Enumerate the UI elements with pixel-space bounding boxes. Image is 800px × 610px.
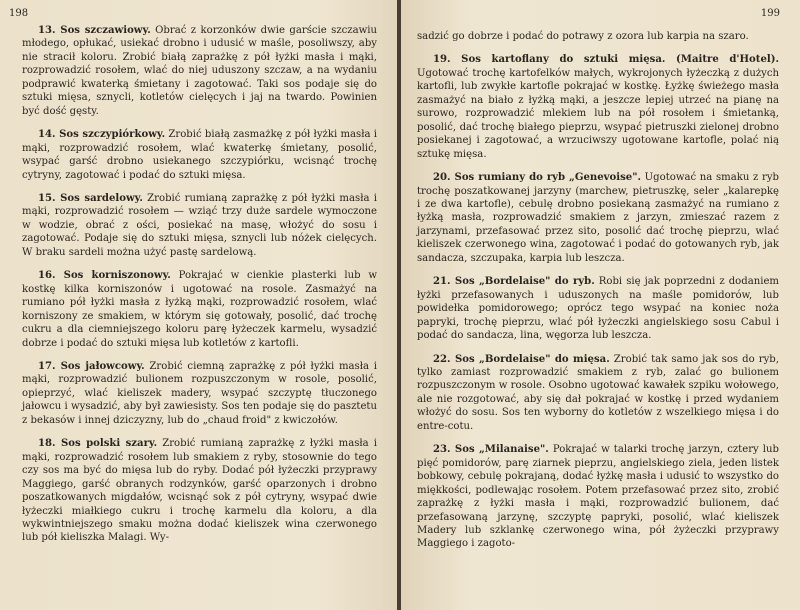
recipe-title: 15. Sos sardelowy. — [38, 192, 143, 204]
recipe-17 — [22, 360, 377, 427]
recipe-title: 22. Sos „Bordelaise" do mięsa. — [433, 353, 610, 365]
recipe-23 — [417, 443, 779, 551]
recipe-title: 18. Sos polski szary. — [38, 438, 158, 450]
recipe-body: Zrobić rumianą zaprażkę z łyżki masła i mąki, rozprowadzić rosołem lub smakiem z ryby, stosownie do tego czy sos ma być do mięsa lub do ryby. Dodać pół łyżeczki przyprawy Maggiego, garść obranych rodzynków, garść oparzonych i drobno poszatkowanych migdałów, wcisnąć sok z pół cytryny, wsypać dwie łyżeczki miałkiego cukru i trochę karmelu dla koloru, a dla wykwintniejszego smaku można dodać kieliszek wina czerwonego lub pół kieliszka Malagi. Wy- — [22, 438, 378, 544]
recipe-title: 13. Sos szczawiowy. — [38, 25, 151, 36]
recipe-13 — [22, 24, 377, 118]
recipe-title: 21. Sos „Bordelaise" do ryb. — [433, 276, 595, 288]
recipe-22 — [417, 353, 779, 434]
recipe-continuation: sadzić go dobrze i podać do potrawy z ozora lub karpia na szaro. — [417, 31, 749, 42]
recipe-title: 23. Sos „Milanaise". — [433, 444, 549, 456]
recipe-19 — [417, 53, 779, 161]
recipe-body: Robi się jak poprzedni z dodaniem łyżki przefasowanych i uduszonych na maśle pomidorów, lub powidełka pomidorowego; oprócz tego wsypać na koniec noża papryki, trochę pieprzu, wlać pół łyżeczki angielskiego sosu Cabul i podać do sandacza, lina, węgorza lub leszcza. — [417, 276, 779, 342]
page-number: 198 — [9, 8, 29, 19]
recipe-20 — [417, 171, 779, 265]
page-number: 199 — [760, 8, 780, 19]
left-page — [0, 0, 397, 610]
recipe-body: Pokrajać w cienkie plasterki lub w kostkę kilka korniszonów i ugotować na rosole. Zasmażyć na rumiano pół łyżki masła z łyżką mąki, rozprowadzić rosołem, wlać korniszony ze smakiem, w którym się gotowały, posolić, dać trochę cukru a dla ciemniejszego koloru parę łyżeczek karmelu, wysadzić dobrze i podać do sztuki mięsa lub kotletów z kartofli. — [22, 270, 378, 349]
right-page — [401, 0, 800, 610]
recipe-body: Zrobić ciemną zaprażkę z pół łyżki masła i mąki, rozprowadzić bulionem rozpuszczonym w rosole, posolić, opieprzyć, wlać kieliszek madery, wsypać szczyptę tłuczonego jałowcu i wysadzić, aby był zawiesisty. Sos ten podaje się do pasztetu z bekasów i innej dziczyzny, lub do „chaud froid" z kwiczołów. — [22, 360, 377, 426]
recipe-title: 14. Sos szczypiórkowy. — [38, 129, 166, 141]
recipe-title: 20. Sos rumiany do ryb „Genevoise". — [433, 172, 641, 184]
recipe-body: Pokrajać w talarki trochę jarzyn, cztery lub pięć pomidorów, parę ziarnek pieprzu, angielskiego ziela, jeden listek bobkowy, cebulę pokrajaną, dodać łyżkę masła i udusić to wszystko do miękkości, podlewając rosołem. Potem przefasować przez sito, zrobić zaprażkę z łyżki masła i mąki, rozprowadzić bulionem, dać przefasowaną jarzynę, szczyptę papryki, posolić, wlać kieliszek Madery lub szklankę czerwonego wina, pół żyżeczki przyprawy Maggiego i zagoto- — [417, 444, 779, 550]
recipe-14 — [22, 128, 377, 182]
recipe-body: Obrać z korzonków dwie garście szczawiu młodego, opłukać, usiekać drobno i udusić w maśle, posoliwszy, aby nie stracił koloru. Zrobić białą zaprażkę z pół łyżki masła i mąki, rozprowadzić rosołem, wlać do niej uduszony szczaw, a na wydaniu podprawić kwaterką śmietany i zagotować. Taki sos podaje się do sztuki mięsa, sznycli, kotletów cielęcych i jaj na twardo. Powinien być dość gęsty. — [22, 25, 378, 117]
recipe-body: Zrobić rumianą zaprażkę z pół łyżki masła i mąki, rozprowadzić rosołem — wziąć trzy duże sardele wymoczone w wodzie, obrać z ości, posiekać na masę, włożyć do sosu i zagotować. Podaje się do sztuki mięsa, sznycli lub nóżek cielęcych. W braku sardeli można użyć pastę sardelową. — [22, 192, 377, 258]
page-text — [417, 30, 779, 561]
recipe-16 — [22, 269, 377, 350]
page-text — [22, 24, 377, 555]
recipe-21 — [417, 275, 779, 342]
recipe-15 — [22, 192, 377, 259]
recipe-body: Ugotować na smaku z ryb trochę poszatkowanej jarzyny (marchew, pietruszkę, seler „kalarepkę i ze dwa kartofle), cebulę drobno posiekaną zasmażyć na rumiano z łyżką masła, rozprowadzić smakiem z jarzyn, zmieszać razem z jarzynami, przefasować przez sito, posolić dać trochę pieprzu, wlać kieliszek czerwonego wina, zagotować i podać do gotowanych ryb, jak sandacza, szczupaka, karpia lub leszcza. — [417, 172, 780, 264]
recipe-body: Zrobić tak samo jak sos do ryb, tylko zamiast rozprowadzić smakiem z ryb, zalać go bulionem rozpuszczonym w rosole. Osobno ugotować kawałek szpiku wołowego, ale nie rozgotować, aby się dał pokrajać w kostkę i przed wydaniem włożyć do sosu. Sos ten wyborny do kotletów z wszelkiego mięsa i do entre-cotu. — [417, 353, 779, 432]
recipe-title: 19. Sos kartoflany do sztuki mięsa. (Maitre d'Hotel). — [433, 54, 779, 66]
recipe-title: 17. Sos jałowcowy. — [38, 360, 145, 372]
recipe-body: Zrobić białą zasmażkę z pół łyżki masła i mąki, rozprowadzić rosołem, wlać kwaterkę śmietany, posolić, wsypać garść drobno usiekanego szczypiórku, wcisnąć trochę cytryny, zagotować i podać do sztuki mięsa. — [22, 129, 377, 181]
recipe-title: 16. Sos korniszonowy. — [38, 270, 171, 282]
recipe-18 — [22, 437, 377, 545]
recipe-body: Ugotować trochę kartofelków małych, wykrojonych łyżeczką z dużych kartofli, lub zwykłe kartofle pokrajać w kostkę. Łyżkę świeżego masła zasmażyć na biało z łyżką mąki, a jeszcze lepiej utrzeć na pianę na surowo, rozprowadzić mlekiem lub na pół rosołem i śmietanką, posolić, dać trochę białego pieprzu, wsypać pietruszki zielonej drobno posiekanej i zagotować, a wrzuciwszy ugotowane kartofle, polać nią sztukę mięsa. — [417, 67, 779, 160]
